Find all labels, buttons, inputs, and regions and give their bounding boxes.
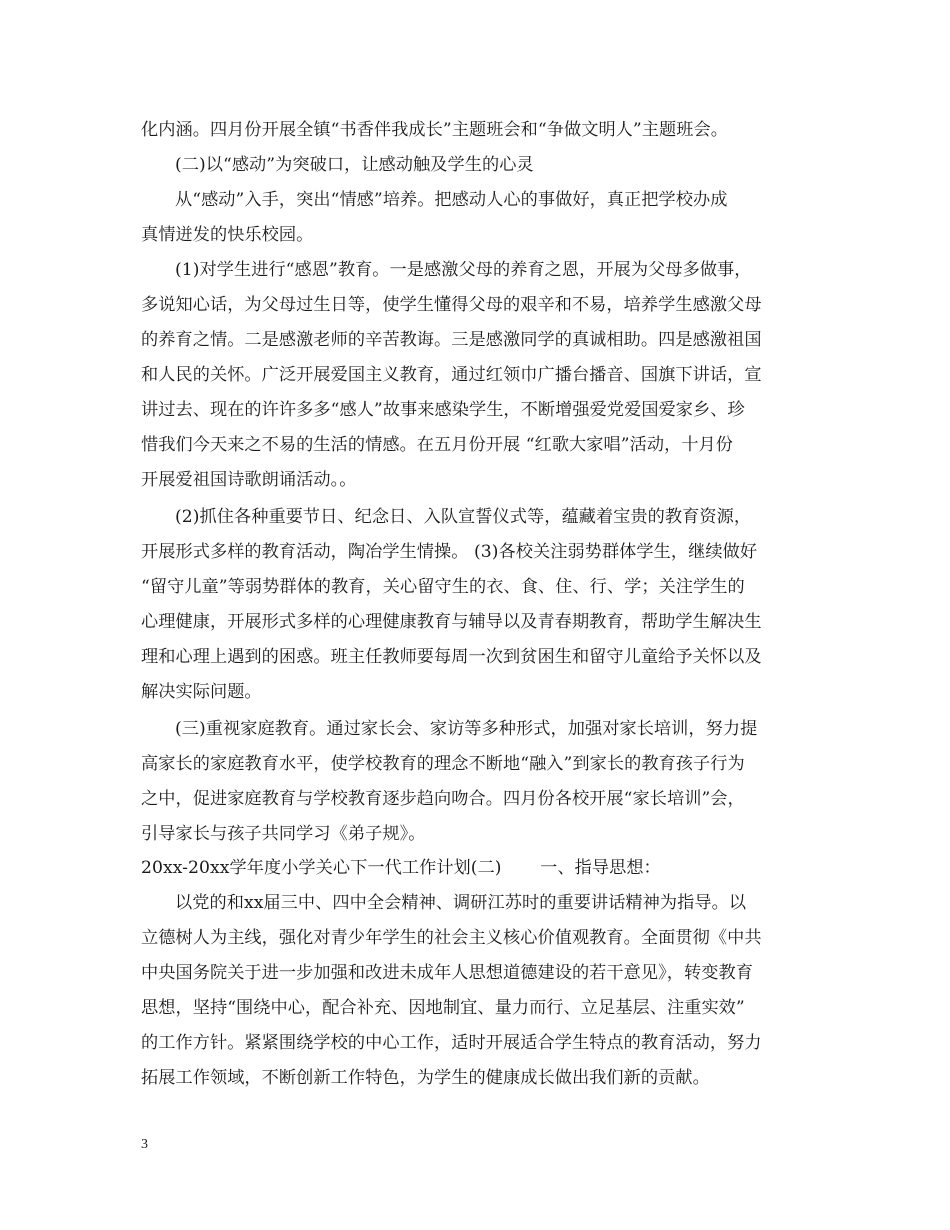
text-line: 立德树人为主线，强化对青少年学生的社会主义核心价值观教育。全面贯彻《中共 [141, 928, 762, 948]
text-line: 高家长的家庭教育水平，使学校教育的理念不断地“融入”到家长的教育孩子行为 [141, 754, 745, 774]
text-line: 开展形式多样的教育活动，陶冶学生情操。 (3)各校关注弱势群体学生，继续做好 [141, 542, 758, 562]
page-number: 3 [141, 1137, 148, 1152]
text-line: 中央国务院关于进一步加强和改进未成年人思想道德建设的若干意见》，转变教育 [141, 963, 753, 983]
plan-title: 20xx-20xx学年度小学关心下一代工作计划(二) 一、指导思想： [141, 858, 661, 878]
text-line: (1)对学生进行“感恩”教育。一是感激父母的养育之恩，开展为父母多做事， [175, 260, 752, 280]
text-line: 拓展工作领域，不断创新工作特色，为学生的健康成长做出我们新的贡献。 [141, 1068, 710, 1088]
text-line: 惜我们今天来之不易的生活的情感。在五月份开展 “红歌大家唱”活动，十月份 [141, 435, 734, 455]
text-line: 从“感动”入手，突出“情感”培养。把感动人心的事做好，真正把学校办成 [175, 190, 728, 210]
text-line: 多说知心话，为父母过生日等，使学生懂得父母的艰辛和不易，培养学生感激父母 [141, 295, 762, 315]
text-line: 心理健康，开展形式多样的心理健康教育与辅导以及青春期教育，帮助学生解决生 [141, 612, 762, 632]
text-line: 解决实际问题。 [141, 682, 262, 702]
text-line: 开展爱祖国诗歌朗诵活动。。 [141, 470, 357, 490]
text-line: 真情迸发的快乐校园。 [141, 225, 314, 245]
text-line: 化内涵。四月份开展全镇“书香伴我成长”主题班会和“争做文明人”主题班会。 [141, 120, 728, 140]
text-line: 的养育之情。二是感激老师的辛苦教诲。三是感激同学的真诚相助。四是感激祖国 [141, 330, 762, 350]
text-line: 理和心理上遇到的困惑。班主任教师要每周一次到贫困生和留守儿童给予关怀以及 [141, 647, 762, 667]
text-line: 思想，坚持“围绕中心，配合补充、因地制宜、量力而行、立足基层、注重实效” [141, 998, 745, 1018]
text-line: 和人民的关怀。广泛开展爱国主义教育，通过红领巾广播台播音、国旗下讲话，宣 [141, 365, 762, 385]
text-line: “留守儿童”等弱势群体的教育，关心留守生的衣、食、住、行、学；关注学生的 [141, 577, 745, 597]
text-line: (2)抓住各种重要节日、纪念日、入队宣誓仪式等，蕴藏着宝贵的教育资源， [175, 507, 752, 527]
text-line: 引导家长与孩子共同学习《弟子规》。 [141, 824, 426, 844]
section-heading: (三)重视家庭教育。通过家长会、家访等多种形式，加强对家长培训，努力提 [175, 719, 758, 739]
text-line: 的工作方针。紧紧围绕学校的中心工作，适时开展适合学生特点的教育活动，努力 [141, 1033, 762, 1053]
section-heading: (二)以“感动”为突破口，让感动触及学生的心灵 [175, 155, 534, 175]
text-line: 以党的和xx届三中、四中全会精神、调研江苏时的重要讲话精神为指导。以 [175, 893, 747, 913]
text-line: 之中，促进家庭教育与学校教育逐步趋向吻合。四月份各校开展“家长培训”会， [141, 789, 745, 809]
text-line: 讲过去、现在的许许多多“感人”故事来感染学生，不断增强爱党爱国爱家乡、珍 [141, 400, 745, 420]
